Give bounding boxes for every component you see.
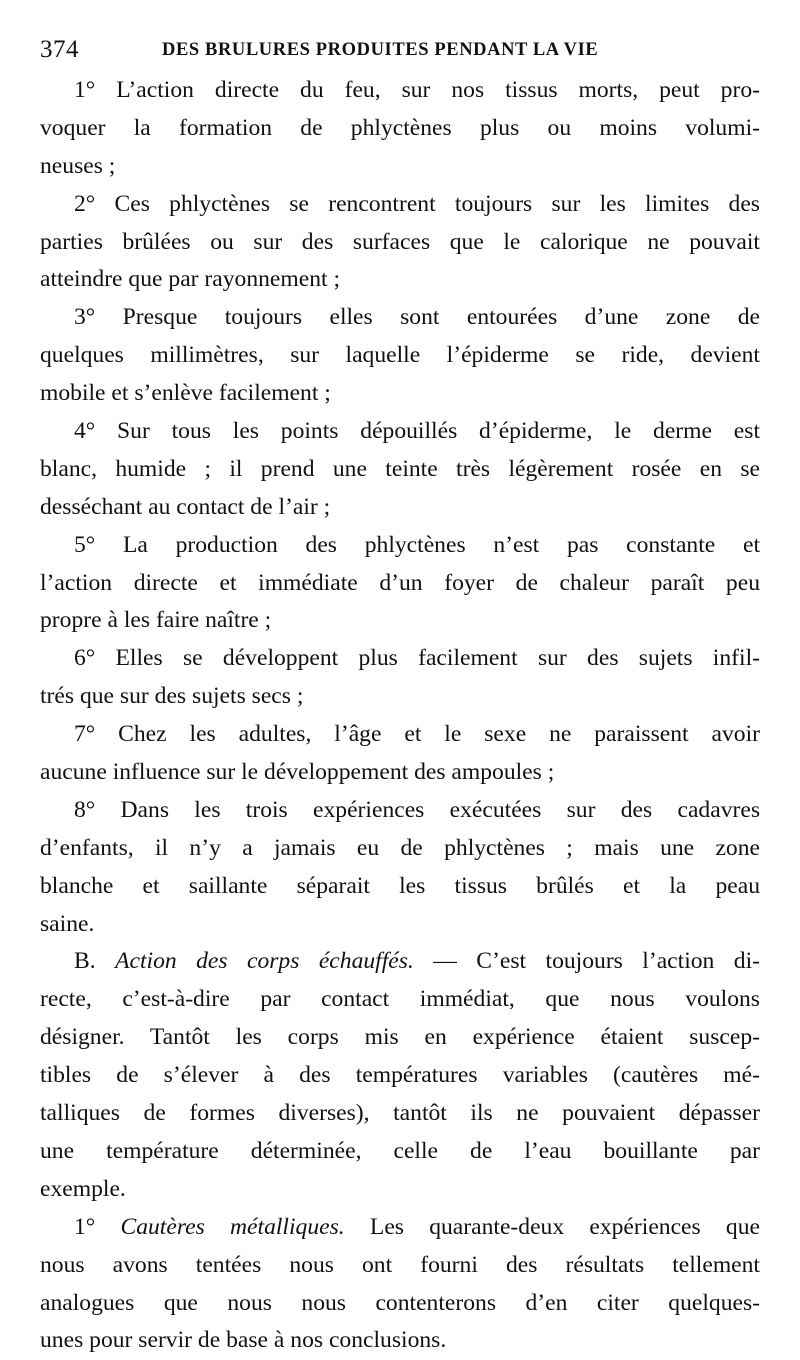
section-b-line	[40, 943, 760, 981]
running-head: DES BRULURES PRODUITES PENDANT LA VIE	[162, 40, 599, 60]
text-line: nous avons tentées nous ont fourni des résultats tellement	[40, 1251, 760, 1278]
text-line: 2° Ces phlyctènes se rencontrent toujours sur les limites des	[74, 190, 760, 217]
section-b-label: B.	[74, 948, 96, 975]
text-line: aucune influence sur le développement des ampoules ;	[40, 759, 555, 786]
page-body	[40, 72, 760, 1360]
text-line: 1° L’action directe du feu, sur nos tissus morts, peut pro-	[74, 77, 760, 103]
page-header	[40, 34, 760, 68]
text-line: parties brûlées ou sur des surfaces que le calorique ne pouvait	[40, 228, 760, 255]
text-line: l’action directe et immédiate d’un foyer de chaleur paraît peu	[40, 569, 760, 596]
subsection-1-label: 1°	[74, 1213, 96, 1240]
text-line: une température déterminée, celle de l’eau bouillante par	[40, 1137, 760, 1164]
text-line: talliques de formes diverses), tantôt ils ne pouvaient dépasser	[40, 1100, 760, 1127]
text-line: 6° Elles se développent plus facilement sur des sujets infil-	[74, 645, 760, 672]
text-line: 3° Presque toujours elles sont entourées d’une zone de	[74, 304, 760, 331]
text-line: quelques millimètres, sur laquelle l’épiderme se ride, devient	[40, 342, 760, 369]
section-b-text: — C’est toujours l’action di-	[433, 948, 760, 975]
text-line: unes pour servir de base à nos conclusions.	[40, 1327, 447, 1354]
text-line: 5° La production des phlyctènes n’est pas constante et	[74, 531, 760, 558]
section-b-title: Action des corps échauffés.	[115, 948, 414, 975]
text-line: 7° Chez les adultes, l’âge et le sexe ne paraissent avoir	[74, 721, 760, 748]
text-line: desséchant au contact de l’air ;	[40, 493, 331, 520]
text-line: atteindre que par rayonnement ;	[40, 266, 341, 293]
text-line: analogues que nous nous contenterons d’en citer quelques-	[40, 1289, 760, 1316]
text-line: propre à les faire naître ;	[40, 607, 272, 634]
page-number: 374	[40, 36, 79, 63]
text-line: trés que sur des sujets secs ;	[40, 683, 304, 710]
text-line: 4° Sur tous les points dépouillés d’épiderme, le derme est	[74, 418, 760, 445]
text-line: mobile et s’enlève facilement ;	[40, 380, 331, 407]
text-line: blanc, humide ; il prend une teinte très légèrement rosée en se	[40, 455, 760, 482]
text-line: tibles de s’élever à des températures variables (cautères mé-	[40, 1062, 760, 1089]
text-line: d’enfants, il n’y a jamais eu de phlyctènes ; mais une zone	[40, 834, 760, 861]
text-line: voquer la formation de phlyctènes plus ou moins volumi-	[40, 114, 760, 141]
text-line: recte, c’est-à-dire par contact immédiat, que nous voulons	[40, 986, 760, 1013]
text-line: neuses ;	[40, 152, 116, 179]
text-line: saine.	[40, 910, 95, 937]
subsection-1-text: Les quarante-deux expériences que	[369, 1213, 760, 1240]
text-line: désigner. Tantôt les corps mis en expérience étaient suscep-	[40, 1024, 760, 1051]
text-line: blanche et saillante séparait les tissus brûlés et la peau	[40, 872, 760, 899]
subsection-1-line	[40, 1209, 760, 1247]
subsection-1-title: Cautères métalliques.	[120, 1213, 345, 1240]
text-line: 8° Dans les trois expériences exécutées sur des cadavres	[74, 796, 760, 823]
text-line: exemple.	[40, 1175, 126, 1202]
